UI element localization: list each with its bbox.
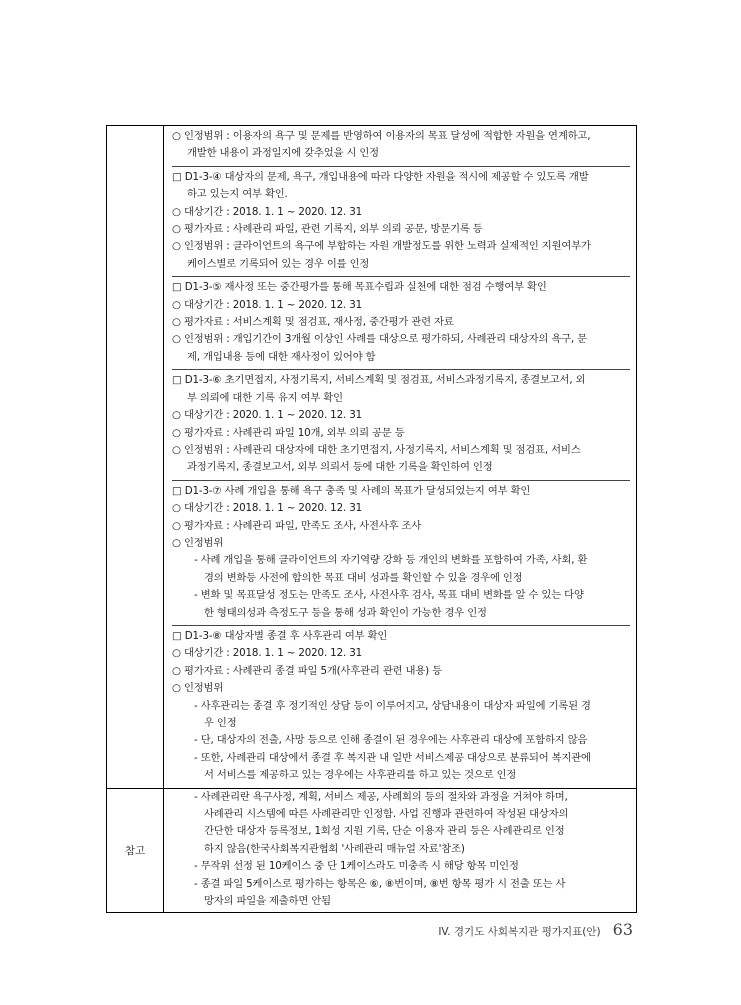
criteria-d7-section [172,481,630,626]
section-line: ○ 평가자료 : 사례관리 파일, 관련 기록지, 외부 의뢰 공문, 방문기록 등 [172,223,483,236]
section-heading: □ D1-3-⑧ 대상자별 종결 후 사후관리 여부 확인 [172,629,388,642]
section-heading: □ D1-3-⑥ 초기면접지, 사정기록지, 서비스계획 및 점검표, 서비스과정기록지, 종결보고서, 외 [172,374,586,387]
section-line: 부 의뢰에 대한 기록 유지 여부 확인 [187,391,343,404]
section-line: ○ 인정범위 [172,682,224,695]
section-line: 서 서비스를 제공하고 있는 경우에는 사후관리를 하고 있는 것으로 인정 [204,769,517,782]
section-line: 우 인정 [204,717,237,729]
section-line: 하고 있는지 여부 확인. [187,188,288,201]
section-line: ○ 평가자료 : 사례관리 파일, 만족도 조사, 사전사후 조사 [172,519,422,532]
section-line: ○ 평가자료 : 사례관리 파일 10개, 외부 의뢰 공문 등 [172,426,405,439]
section-line: ○ 인정범위 : 개입기간이 3개월 이상인 사례를 대상으로 평가하되, 사례관리 대상자의 욕구, 문 [172,333,587,346]
section-line: - 사후관리는 종결 후 정기적인 상담 등이 이루어지고, 상담내용이 대상자 파일에 기록된 경 [194,699,591,712]
reference-line: - 사례관리란 욕구사정, 계획, 서비스 제공, 사례회의 등의 절차와 과정을 거쳐야 하며, [194,790,568,803]
section-line: - 또한, 사례관리 대상에서 종결 후 복지관 내 일반 서비스제공 대상으로 분류되어 복지관에 [194,751,591,764]
section-line: - 사례 개입을 통해 클라이언트의 자기역량 강화 등 개인의 변화를 포함하여 가족, 사회, 환 [194,554,588,567]
section-line: - 단, 대상자의 전출, 사망 등으로 인해 종결이 된 경우에는 사후관리 대상에 포함하지 않음 [194,734,588,747]
section-line: 경의 변화등 사전에 합의한 목표 대비 성과를 확인할 수 있을 경우에 인정 [204,571,523,584]
section-line: ○ 인정범위 : 클라이언트의 욕구에 부합하는 자원 개발정도를 위한 노력과 실제적인 지원여부가 [172,240,591,253]
section-line: ○ 대상기간 : 2018. 1. 1 ~ 2020. 12. 31 [172,205,363,218]
criteria-d6-section [172,370,630,480]
reference-line: 하지 않음(한국사회복지관협회 '사례관리 매뉴얼 자료'참조) [204,842,465,855]
section-line: ○ 인정범위 [172,536,224,549]
section-line: 케이스별로 기록되어 있는 경우 이를 인정 [187,257,370,270]
section-line: ○ 평가자료 : 서비스계획 및 점검표, 재사정, 중간평가 관련 자료 [172,316,454,329]
criteria-d5-section [172,277,630,370]
reference-line: - 종결 파일 5케이스로 평가하는 항목은 ⑥, ⑧번이며, ⑧번 항목 평가 시 전출 또는 사 [194,877,566,890]
reference-line: - 무작위 선정 된 10케이스 중 단 1케이스라도 미충족 시 해당 항목 미인정 [194,860,519,873]
reference-line: 간단한 대상자 등록정보, 1회성 지원 기록, 단순 이용자 관리 등은 사례관리로 인정 [204,825,565,838]
criteria-line: ○ 인정범위 : 이용자의 욕구 및 문제를 반영하여 이용자의 목표 달성에 적합한 자원을 연계하고, [172,130,591,142]
reference-line: 망자의 파일을 제출하면 안됨 [204,895,331,908]
criteria-d3-section [172,126,630,167]
section-heading: □ D1-3-⑤ 재사정 또는 중간평가를 통해 목표수립과 실천에 대한 점검 수행여부 확인 [172,281,547,294]
category-cell-empty [107,126,164,789]
reference-line: 사례관리 시스템에 따른 사례관리만 인정함. 사업 진행과 관련하여 작성된 대상자의 [204,808,569,821]
section-heading: □ D1-3-④ 대상자의 문제, 욕구, 개입내용에 따라 다양한 자원을 적시에 제공할 수 있도록 개발 [172,170,589,183]
section-line: ○ 대상기간 : 2020. 1. 1 ~ 2020. 12. 31 [172,409,363,422]
criteria-d8-section [172,626,630,788]
section-line: ○ 대상기간 : 2018. 1. 1 ~ 2020. 12. 31 [172,647,363,660]
section-heading: □ D1-3-⑦ 사례 개입을 통해 욕구 충족 및 사례의 목표가 달성되었는지 여부 확인 [172,484,531,497]
reference-content-cell [164,788,637,913]
section-line: 제, 개입내용 등에 대한 재사정이 있어야 함 [187,350,376,363]
page-number: 63 [612,920,633,939]
section-line: 과정기록지, 종결보고서, 외부 의뢰서 등에 대한 기록을 확인하여 인정 [187,461,493,474]
footer-section-title: IV. 경기도 사회복지관 평가지표(안) [438,926,601,938]
section-line: ○ 대상기간 : 2018. 1. 1 ~ 2020. 12. 31 [172,298,363,311]
section-line: - 변화 및 목표달성 정도는 만족도 조사, 사전사후 검사, 목표 대비 변화를 알 수 있는 다양 [194,589,584,602]
criteria-table [106,125,637,913]
criteria-line: 개발한 내용이 과정일지에 갖추었을 시 인정 [187,147,379,160]
section-line: ○ 인정범위 : 사례관리 대상자에 대한 초기면접지, 사정기록지, 서비스계획 및 점검표, 서비스 [172,443,581,456]
section-line: ○ 대상기간 : 2018. 1. 1 ~ 2020. 12. 31 [172,502,363,515]
criteria-d4-section [172,167,630,277]
criteria-content-cell [164,126,637,789]
reference-label: 참고 [107,788,164,913]
section-line: 한 형태의성과 측정도구 등을 통해 성과 확인이 가능한 경우 인정 [204,606,487,619]
section-line: ○ 평가자료 : 사례관리 종결 파일 5개(사후관리 관련 내용) 등 [172,664,442,677]
page-footer [438,920,633,939]
reference-notes [172,789,630,913]
